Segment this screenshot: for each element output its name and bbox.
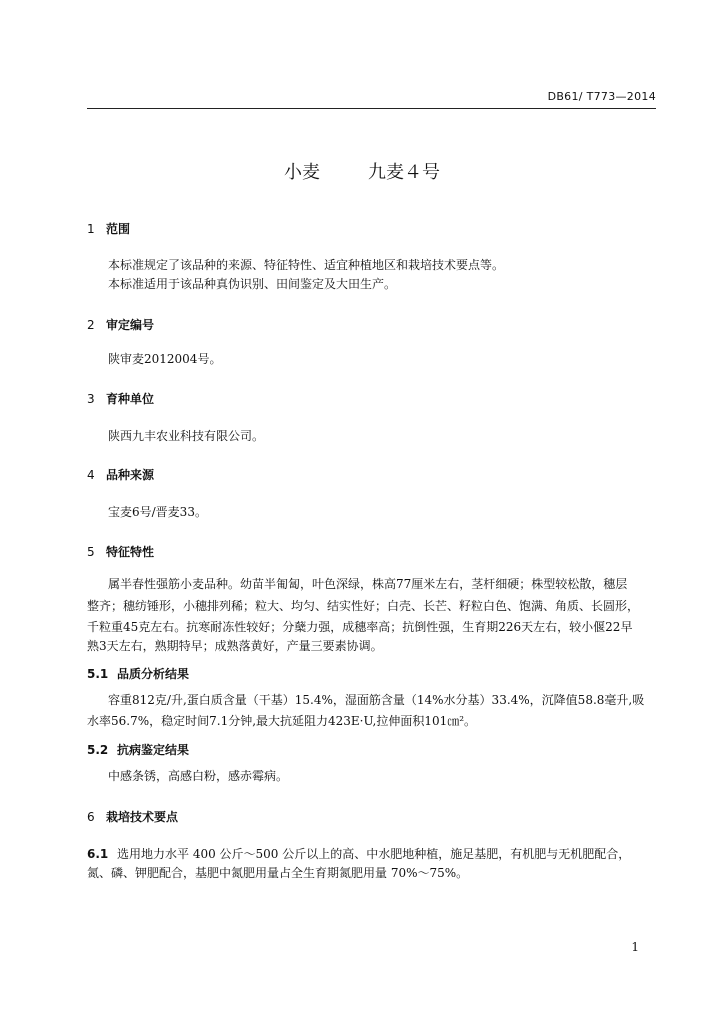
heading-disease-resistance: 5.2 抗病鉴定结果 xyxy=(87,743,190,757)
heading-approval-number: 2 审定编号 xyxy=(87,318,155,332)
characteristics-line-1: 属半春性强筋小麦品种。幼苗半匍匐，叶色深绿，株高77厘米左右，茎杆细硬；株型较松散，穗层 xyxy=(108,577,628,591)
standard-code: DB61/ T773—2014 xyxy=(547,90,656,103)
heading-cultivation: 6 栽培技术要点 xyxy=(87,810,179,824)
scope-para-2: 本标准适用于该品种真伪识别、田间鉴定及大田生产。 xyxy=(108,277,397,291)
heading-scope: 1 范围 xyxy=(87,222,131,236)
origin-text: 宝麦6号/晋麦33。 xyxy=(108,505,207,519)
characteristics-line-3: 千粒重45克左右。抗寒耐冻性较好；分蘖力强，成穗率高；抗倒性强，生育期226天左右，较小偃22早 xyxy=(87,620,633,634)
title-crop: 小麦 xyxy=(284,162,320,183)
heading-characteristics: 5 特征特性 xyxy=(87,545,155,559)
approval-number-text: 陕审麦2012004号。 xyxy=(108,352,222,366)
header-rule xyxy=(87,108,656,109)
breeder-text: 陕西九丰农业科技有限公司。 xyxy=(108,429,265,443)
heading-origin: 4 品种来源 xyxy=(87,468,155,482)
disease-resistance-text: 中感条锈，高感白粉，感赤霉病。 xyxy=(108,769,289,783)
scope-para-1: 本标准规定了该品种的来源、特征特性、适宜种植地区和栽培技术要点等。 xyxy=(108,258,505,272)
characteristics-line-2: 整齐；穗纺锤形，小穗排列稀；粒大、均匀、结实性好；白壳、长芒、籽粒白色、饱满、角质、长圆形， xyxy=(87,599,640,613)
quality-line-2: 水率56.7%，稳定时间7.1分钟,最大抗延阻力423E·U,拉伸面积101㎝²。 xyxy=(87,714,477,728)
characteristics-line-4: 熟3天左右，熟期特早；成熟落黄好，产量三要素协调。 xyxy=(87,639,383,653)
quality-line-1: 容重812克/升,蛋白质含量（干基）15.4%，湿面筋含量（14%水分基）33.4%，沉降值58.8毫升,吸 xyxy=(108,693,645,707)
heading-quality-analysis: 5.1 品质分析结果 xyxy=(87,667,190,681)
page-title xyxy=(0,158,724,184)
cultivation-line-1: 6.1 选用地力水平 400 公斤～500 公斤以上的高、中水肥地种植，施足基肥，有机肥与无机肥配合， xyxy=(87,847,631,861)
cultivation-line-2: 氮、磷、钾肥配合，基肥中氮肥用量占全生育期氮肥用量 70%～75%。 xyxy=(87,866,469,880)
heading-breeder: 3 育种单位 xyxy=(87,392,155,406)
page-number: 1 xyxy=(631,940,639,954)
title-variety: 九麦４号 xyxy=(368,162,440,183)
